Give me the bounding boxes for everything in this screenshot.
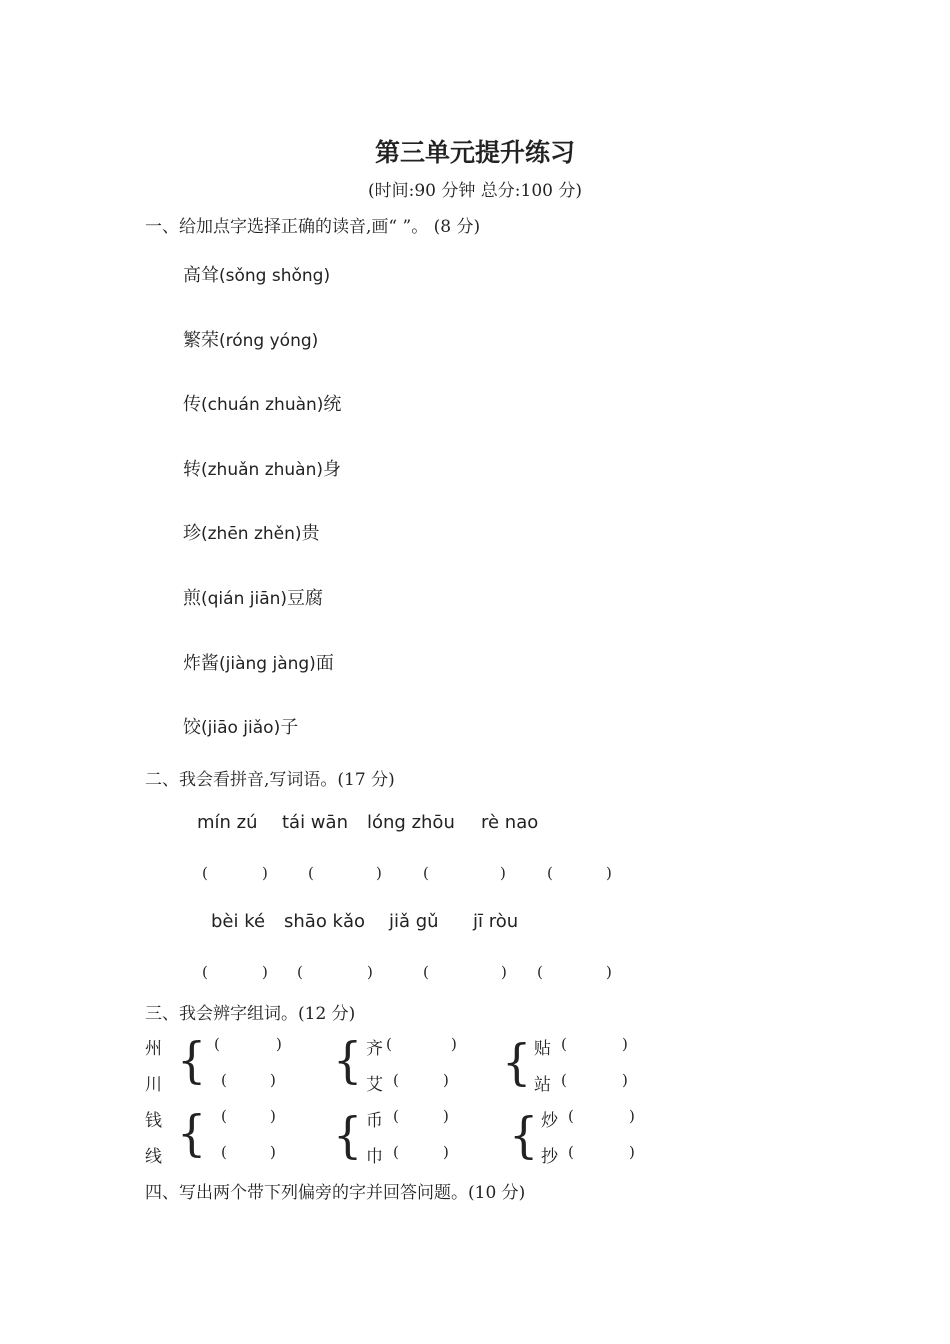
char-mid: 齐: [366, 1039, 383, 1059]
section-4-heading: 四、写出两个带下列偏旁的字并回答问题。(10 分): [145, 1183, 526, 1203]
char-right: 抄: [541, 1147, 558, 1167]
q1-item: 繁荣(róng yóng): [183, 330, 319, 351]
answer-paren-close: ): [622, 1035, 628, 1053]
char-right: 贴: [534, 1039, 551, 1059]
answer-paren-open: (: [547, 864, 553, 882]
answer-paren-close: ): [270, 1107, 276, 1125]
pinyin-word: mín zú: [197, 812, 258, 833]
answer-paren-close: ): [606, 963, 612, 981]
pinyin-word: tái wān: [282, 812, 348, 833]
answer-paren-close: ): [443, 1107, 449, 1125]
answer-paren-open: (: [221, 1107, 227, 1125]
answer-paren-close: ): [443, 1143, 449, 1161]
pinyin-word: lóng zhōu: [367, 812, 455, 833]
answer-paren-close: ): [270, 1143, 276, 1161]
answer-paren-open: (: [221, 1071, 227, 1089]
answer-paren-open: (: [393, 1143, 399, 1161]
answer-paren-close: ): [443, 1071, 449, 1089]
brace: {: [333, 1031, 363, 1089]
q1-item: 炸酱(jiàng jàng)面: [183, 653, 334, 674]
answer-paren-open: (: [537, 963, 543, 981]
answer-paren-close: ): [629, 1107, 635, 1125]
answer-paren-open: (: [221, 1143, 227, 1161]
char-right: 站: [534, 1075, 551, 1095]
answer-paren-close: ): [367, 963, 373, 981]
answer-paren-close: ): [501, 963, 507, 981]
answer-paren-close: ): [606, 864, 612, 882]
answer-paren-open: (: [308, 864, 314, 882]
brace: {: [333, 1106, 363, 1164]
pinyin-word: rè nao: [481, 812, 539, 833]
char-left: 川: [145, 1075, 162, 1095]
pinyin-word: jī ròu: [473, 911, 519, 932]
char-left: 线: [145, 1147, 162, 1167]
q1-item: 转(zhuǎn zhuàn)身: [183, 459, 341, 480]
answer-paren-close: ): [500, 864, 506, 882]
answer-paren-open: (: [423, 963, 429, 981]
answer-paren-close: ): [270, 1071, 276, 1089]
answer-paren-open: (: [561, 1035, 567, 1053]
char-left: 州: [145, 1039, 162, 1059]
section-3-heading: 三、我会辨字组词。(12 分): [145, 1004, 356, 1024]
char-mid: 艾: [366, 1075, 383, 1095]
pinyin-word: jiǎ gǔ: [389, 911, 439, 932]
answer-paren-close: ): [276, 1035, 282, 1053]
answer-paren-open: (: [214, 1035, 220, 1053]
page-subtitle: (时间:90 分钟 总分:100 分): [367, 181, 582, 201]
pinyin-word: bèi ké: [211, 911, 266, 932]
answer-paren-close: ): [262, 963, 268, 981]
q1-item: 饺(jiāo jiǎo)子: [183, 717, 299, 738]
answer-paren-open: (: [297, 963, 303, 981]
section-2-heading: 二、我会看拼音,写词语。(17 分): [145, 770, 395, 790]
q1-item: 珍(zhēn zhěn)贵: [183, 523, 320, 544]
brace: {: [509, 1106, 539, 1164]
q1-item: 煎(qián jiān)豆腐: [183, 588, 324, 609]
char-mid: 巾: [366, 1147, 383, 1167]
answer-paren-open: (: [568, 1107, 574, 1125]
brace: {: [177, 1031, 207, 1089]
char-mid: 币: [366, 1111, 383, 1131]
answer-paren-close: ): [451, 1035, 457, 1053]
page-title: 第三单元提升练习: [374, 138, 575, 167]
answer-paren-close: ): [376, 864, 382, 882]
answer-paren-open: (: [202, 864, 208, 882]
answer-paren-open: (: [202, 963, 208, 981]
answer-paren-open: (: [561, 1071, 567, 1089]
brace: {: [502, 1033, 532, 1091]
answer-paren-open: (: [423, 864, 429, 882]
q1-item: 传(chuán zhuàn)统: [183, 394, 342, 415]
brace: {: [177, 1104, 207, 1162]
q1-item: 高耸(sǒng shǒng): [183, 265, 331, 286]
answer-paren-open: (: [386, 1035, 392, 1053]
section-1-heading: 一、给加点字选择正确的读音,画“ ”。 (8 分): [145, 217, 481, 237]
char-left: 钱: [145, 1111, 162, 1131]
pinyin-word: shāo kǎo: [284, 911, 366, 932]
answer-paren-close: ): [262, 864, 268, 882]
answer-paren-open: (: [393, 1071, 399, 1089]
answer-paren-open: (: [568, 1143, 574, 1161]
char-right: 炒: [541, 1111, 558, 1131]
answer-paren-close: ): [629, 1143, 635, 1161]
answer-paren-close: ): [622, 1071, 628, 1089]
answer-paren-open: (: [393, 1107, 399, 1125]
